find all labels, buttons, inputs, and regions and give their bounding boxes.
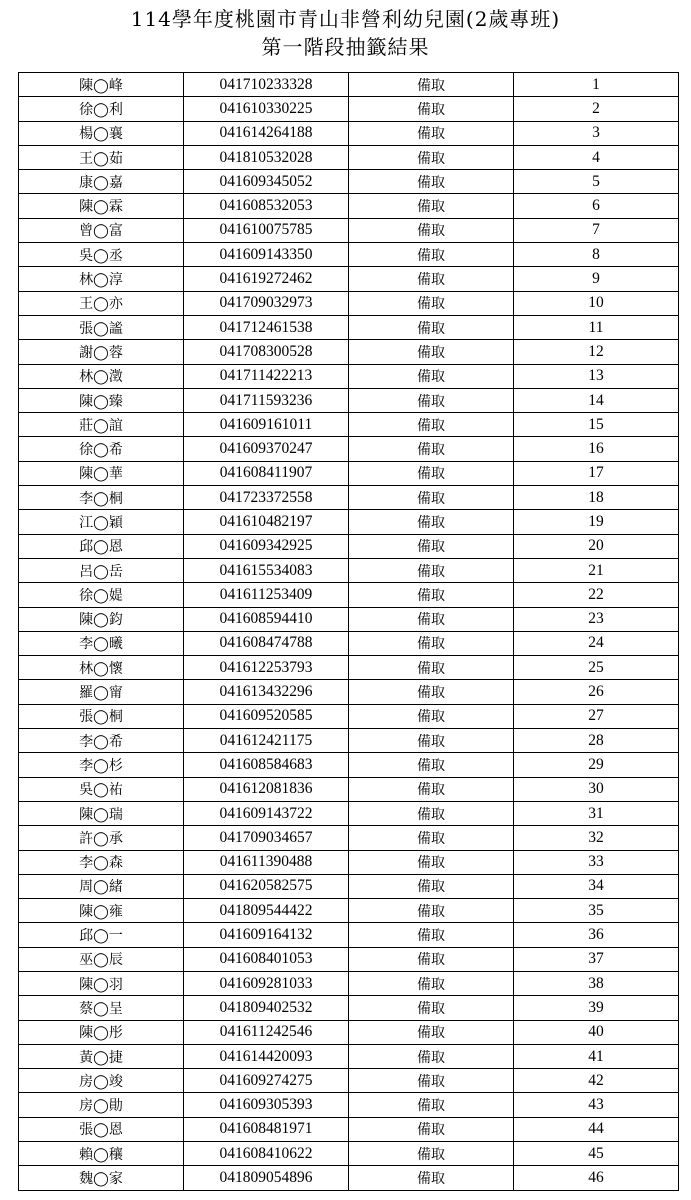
table-row (19, 947, 679, 971)
name-cell: 康◯嘉 (19, 170, 184, 194)
status-cell: 備取 (349, 923, 514, 947)
table-row (19, 583, 679, 607)
status-cell: 備取 (349, 315, 514, 339)
table-row (19, 850, 679, 874)
status-cell: 備取 (349, 753, 514, 777)
status-cell: 備取 (349, 145, 514, 169)
rank-cell: 23 (514, 607, 679, 631)
rank-cell: 13 (514, 364, 679, 388)
table-row (19, 777, 679, 801)
status-cell: 備取 (349, 1117, 514, 1141)
rank-cell: 29 (514, 753, 679, 777)
name-cell: 江◯穎 (19, 510, 184, 534)
status-cell: 備取 (349, 1166, 514, 1190)
id-number-cell: 041610482197 (184, 510, 349, 534)
name-cell: 陳◯瑞 (19, 801, 184, 825)
id-number-cell: 041608474788 (184, 631, 349, 655)
id-number-cell: 041608411907 (184, 461, 349, 485)
rank-cell: 1 (514, 73, 679, 97)
rank-cell: 33 (514, 850, 679, 874)
table-row (19, 364, 679, 388)
id-number-cell: 041609520585 (184, 704, 349, 728)
id-number-cell: 041614420093 (184, 1044, 349, 1068)
rank-cell: 3 (514, 121, 679, 145)
table-row (19, 607, 679, 631)
status-cell: 備取 (349, 97, 514, 121)
table-row (19, 923, 679, 947)
id-number-cell: 041610330225 (184, 97, 349, 121)
status-cell: 備取 (349, 947, 514, 971)
name-cell: 巫◯辰 (19, 947, 184, 971)
id-number-cell: 041613432296 (184, 680, 349, 704)
rank-cell: 4 (514, 145, 679, 169)
table-row (19, 437, 679, 461)
table-row (19, 1069, 679, 1093)
rank-cell: 21 (514, 558, 679, 582)
table-row (19, 1166, 679, 1190)
name-cell: 王◯亦 (19, 291, 184, 315)
lottery-results-table (18, 72, 679, 1191)
id-number-cell: 041612081836 (184, 777, 349, 801)
rank-cell: 20 (514, 534, 679, 558)
table-row (19, 899, 679, 923)
rank-cell: 30 (514, 777, 679, 801)
status-cell: 備取 (349, 194, 514, 218)
rank-cell: 32 (514, 826, 679, 850)
rank-cell: 10 (514, 291, 679, 315)
rank-cell: 7 (514, 218, 679, 242)
id-number-cell: 041620582575 (184, 874, 349, 898)
table-row (19, 1117, 679, 1141)
table-row (19, 461, 679, 485)
name-cell: 謝◯蓉 (19, 340, 184, 364)
table-row (19, 996, 679, 1020)
status-cell: 備取 (349, 656, 514, 680)
rank-cell: 31 (514, 801, 679, 825)
status-cell: 備取 (349, 413, 514, 437)
name-cell: 吳◯丞 (19, 243, 184, 267)
id-number-cell: 041710233328 (184, 73, 349, 97)
rank-cell: 17 (514, 461, 679, 485)
status-cell: 備取 (349, 267, 514, 291)
table-row (19, 388, 679, 412)
status-cell: 備取 (349, 218, 514, 242)
name-cell: 蔡◯呈 (19, 996, 184, 1020)
name-cell: 陳◯羽 (19, 971, 184, 995)
table-row (19, 1093, 679, 1117)
table-row (19, 121, 679, 145)
name-cell: 李◯桐 (19, 486, 184, 510)
status-cell: 備取 (349, 73, 514, 97)
name-cell: 魏◯家 (19, 1166, 184, 1190)
rank-cell: 34 (514, 874, 679, 898)
rank-cell: 16 (514, 437, 679, 461)
table-row (19, 753, 679, 777)
status-cell: 備取 (349, 801, 514, 825)
status-cell: 備取 (349, 1044, 514, 1068)
status-cell: 備取 (349, 437, 514, 461)
name-cell: 徐◯媞 (19, 583, 184, 607)
table-row (19, 826, 679, 850)
status-cell: 備取 (349, 558, 514, 582)
id-number-cell: 041609281033 (184, 971, 349, 995)
table-row (19, 194, 679, 218)
id-number-cell: 041611242546 (184, 1020, 349, 1044)
table-row (19, 97, 679, 121)
rank-cell: 25 (514, 656, 679, 680)
rank-cell: 42 (514, 1069, 679, 1093)
id-number-cell: 041619272462 (184, 267, 349, 291)
status-cell: 備取 (349, 631, 514, 655)
status-cell: 備取 (349, 996, 514, 1020)
rank-cell: 24 (514, 631, 679, 655)
id-number-cell: 041612421175 (184, 729, 349, 753)
rank-cell: 12 (514, 340, 679, 364)
rank-cell: 46 (514, 1166, 679, 1190)
status-cell: 備取 (349, 607, 514, 631)
name-cell: 李◯希 (19, 729, 184, 753)
status-cell: 備取 (349, 826, 514, 850)
rank-cell: 40 (514, 1020, 679, 1044)
name-cell: 周◯緒 (19, 874, 184, 898)
status-cell: 備取 (349, 1069, 514, 1093)
name-cell: 房◯勛 (19, 1093, 184, 1117)
name-cell: 李◯曦 (19, 631, 184, 655)
id-number-cell: 041709032973 (184, 291, 349, 315)
id-number-cell: 041809544422 (184, 899, 349, 923)
name-cell: 黃◯捷 (19, 1044, 184, 1068)
rank-cell: 9 (514, 267, 679, 291)
id-number-cell: 041609143350 (184, 243, 349, 267)
id-number-cell: 041611253409 (184, 583, 349, 607)
id-number-cell: 041711593236 (184, 388, 349, 412)
id-number-cell: 041609161011 (184, 413, 349, 437)
status-cell: 備取 (349, 486, 514, 510)
id-number-cell: 041609370247 (184, 437, 349, 461)
id-number-cell: 041712461538 (184, 315, 349, 339)
name-cell: 賴◯穰 (19, 1142, 184, 1166)
rank-cell: 45 (514, 1142, 679, 1166)
id-number-cell: 041709034657 (184, 826, 349, 850)
name-cell: 林◯澂 (19, 364, 184, 388)
rank-cell: 6 (514, 194, 679, 218)
rank-cell: 43 (514, 1093, 679, 1117)
table-row (19, 1142, 679, 1166)
status-cell: 備取 (349, 510, 514, 534)
name-cell: 徐◯希 (19, 437, 184, 461)
rank-cell: 18 (514, 486, 679, 510)
rank-cell: 2 (514, 97, 679, 121)
id-number-cell: 041609305393 (184, 1093, 349, 1117)
rank-cell: 26 (514, 680, 679, 704)
id-number-cell: 041708300528 (184, 340, 349, 364)
name-cell: 呂◯岳 (19, 558, 184, 582)
rank-cell: 36 (514, 923, 679, 947)
id-number-cell: 041609345052 (184, 170, 349, 194)
id-number-cell: 041608584683 (184, 753, 349, 777)
status-cell: 備取 (349, 971, 514, 995)
table-row (19, 558, 679, 582)
id-number-cell: 041711422213 (184, 364, 349, 388)
status-cell: 備取 (349, 850, 514, 874)
rank-cell: 19 (514, 510, 679, 534)
table-row (19, 291, 679, 315)
id-number-cell: 041612253793 (184, 656, 349, 680)
name-cell: 陳◯臻 (19, 388, 184, 412)
status-cell: 備取 (349, 704, 514, 728)
id-number-cell: 041610075785 (184, 218, 349, 242)
table-row (19, 971, 679, 995)
id-number-cell: 041608532053 (184, 194, 349, 218)
table-row (19, 874, 679, 898)
table-row (19, 1044, 679, 1068)
table-row (19, 73, 679, 97)
name-cell: 許◯承 (19, 826, 184, 850)
id-number-cell: 041609342925 (184, 534, 349, 558)
status-cell: 備取 (349, 388, 514, 412)
id-number-cell: 041810532028 (184, 145, 349, 169)
status-cell: 備取 (349, 874, 514, 898)
rank-cell: 41 (514, 1044, 679, 1068)
rank-cell: 8 (514, 243, 679, 267)
name-cell: 林◯淳 (19, 267, 184, 291)
rank-cell: 22 (514, 583, 679, 607)
name-cell: 莊◯誼 (19, 413, 184, 437)
table-row (19, 170, 679, 194)
rank-cell: 15 (514, 413, 679, 437)
rank-cell: 28 (514, 729, 679, 753)
status-cell: 備取 (349, 170, 514, 194)
rank-cell: 44 (514, 1117, 679, 1141)
name-cell: 陳◯雍 (19, 899, 184, 923)
rank-cell: 5 (514, 170, 679, 194)
results-table-body (19, 73, 679, 1191)
name-cell: 陳◯彤 (19, 1020, 184, 1044)
status-cell: 備取 (349, 340, 514, 364)
name-cell: 吳◯祐 (19, 777, 184, 801)
rank-cell: 38 (514, 971, 679, 995)
table-row (19, 145, 679, 169)
name-cell: 房◯竣 (19, 1069, 184, 1093)
status-cell: 備取 (349, 1142, 514, 1166)
name-cell: 陳◯峰 (19, 73, 184, 97)
status-cell: 備取 (349, 243, 514, 267)
status-cell: 備取 (349, 1020, 514, 1044)
name-cell: 張◯恩 (19, 1117, 184, 1141)
table-row (19, 315, 679, 339)
name-cell: 林◯懷 (19, 656, 184, 680)
table-row (19, 267, 679, 291)
table-row (19, 801, 679, 825)
table-row (19, 413, 679, 437)
id-number-cell: 041608410622 (184, 1142, 349, 1166)
table-row (19, 680, 679, 704)
name-cell: 邱◯一 (19, 923, 184, 947)
name-cell: 張◯謐 (19, 315, 184, 339)
rank-cell: 27 (514, 704, 679, 728)
table-row (19, 631, 679, 655)
rank-cell: 35 (514, 899, 679, 923)
status-cell: 備取 (349, 1093, 514, 1117)
id-number-cell: 041723372558 (184, 486, 349, 510)
name-cell: 徐◯利 (19, 97, 184, 121)
id-number-cell: 041608481971 (184, 1117, 349, 1141)
table-row (19, 340, 679, 364)
status-cell: 備取 (349, 291, 514, 315)
id-number-cell: 041609164132 (184, 923, 349, 947)
id-number-cell: 041611390488 (184, 850, 349, 874)
table-row (19, 534, 679, 558)
status-cell: 備取 (349, 461, 514, 485)
document-title: 114學年度桃園市青山非營利幼兒園(2歲專班) (130, 7, 561, 31)
table-row (19, 704, 679, 728)
name-cell: 羅◯甯 (19, 680, 184, 704)
status-cell: 備取 (349, 680, 514, 704)
id-number-cell: 041609274275 (184, 1069, 349, 1093)
id-number-cell: 041608401053 (184, 947, 349, 971)
document-subtitle: 第一階段抽籤結果 (261, 35, 430, 59)
id-number-cell: 041809054896 (184, 1166, 349, 1190)
name-cell: 陳◯華 (19, 461, 184, 485)
name-cell: 陳◯鈞 (19, 607, 184, 631)
name-cell: 王◯茹 (19, 145, 184, 169)
name-cell: 李◯杉 (19, 753, 184, 777)
id-number-cell: 041609143722 (184, 801, 349, 825)
status-cell: 備取 (349, 583, 514, 607)
name-cell: 張◯桐 (19, 704, 184, 728)
status-cell: 備取 (349, 729, 514, 753)
id-number-cell: 041615534083 (184, 558, 349, 582)
name-cell: 李◯森 (19, 850, 184, 874)
status-cell: 備取 (349, 121, 514, 145)
table-row (19, 510, 679, 534)
status-cell: 備取 (349, 899, 514, 923)
rank-cell: 37 (514, 947, 679, 971)
status-cell: 備取 (349, 364, 514, 388)
name-cell: 曾◯富 (19, 218, 184, 242)
table-row (19, 729, 679, 753)
table-row (19, 243, 679, 267)
rank-cell: 39 (514, 996, 679, 1020)
rank-cell: 11 (514, 315, 679, 339)
rank-cell: 14 (514, 388, 679, 412)
name-cell: 邱◯恩 (19, 534, 184, 558)
status-cell: 備取 (349, 534, 514, 558)
id-number-cell: 041809402532 (184, 996, 349, 1020)
table-row (19, 218, 679, 242)
table-row (19, 656, 679, 680)
id-number-cell: 041608594410 (184, 607, 349, 631)
table-row (19, 1020, 679, 1044)
name-cell: 楊◯襄 (19, 121, 184, 145)
table-row (19, 486, 679, 510)
id-number-cell: 041614264188 (184, 121, 349, 145)
name-cell: 陳◯霖 (19, 194, 184, 218)
status-cell: 備取 (349, 777, 514, 801)
